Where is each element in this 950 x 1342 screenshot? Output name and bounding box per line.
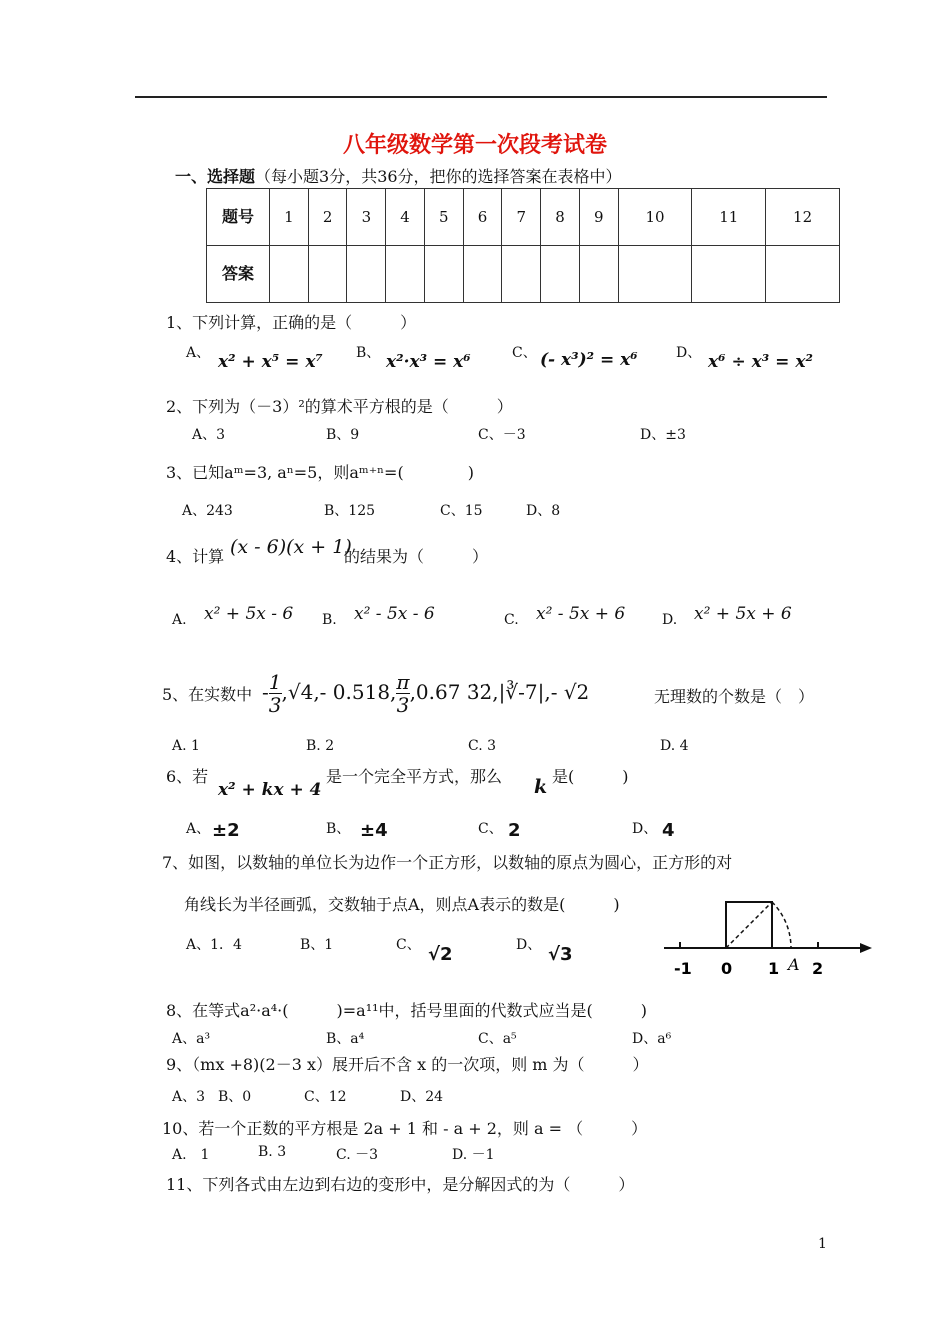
question-11-stem: 11、下列各式由左边到右边的变形中，是分解因式的为（ ） — [166, 1175, 635, 1194]
q7-option-d: √3 — [548, 944, 573, 965]
q9-option-d: D、24 — [400, 1089, 444, 1105]
q8-option-a: A、a³ — [172, 1031, 211, 1047]
q6-option-c: 2 — [508, 820, 521, 841]
answer-cell[interactable] — [270, 246, 309, 303]
question-1-stem: 1、下列计算，正确的是（ ） — [166, 313, 417, 332]
q4-option-b: x² - 5x - 6 — [354, 604, 435, 624]
answer-cell[interactable] — [386, 246, 425, 303]
question-9-stem: 9、（mx +8)(2－3 x）展开后不含 x 的一次项，则 m 为（ ） — [166, 1055, 649, 1074]
table-cell: 2 — [308, 189, 347, 246]
question-3-stem: 3、已知aᵐ=3, aⁿ=5，则aᵐ⁺ⁿ=( ) — [166, 463, 474, 482]
q1-option-d-label: D、 — [676, 345, 702, 361]
q3-option-d: D、8 — [526, 503, 561, 519]
q6-option-d-label: D、 — [632, 821, 658, 837]
axis-label: 2 — [812, 959, 824, 978]
question-5-prefix: 5、在实数中 — [162, 685, 253, 704]
question-number-row — [207, 189, 840, 246]
q6-option-d: 4 — [662, 820, 675, 841]
q6-k: k — [534, 776, 548, 798]
q10-option-c: C. －3 — [336, 1147, 379, 1163]
diagonal-line — [726, 902, 772, 948]
answer-cell[interactable] — [308, 246, 347, 303]
table-cell: 5 — [424, 189, 463, 246]
question-2-stem: 2、下列为（－3）²的算术平方根的是（ ） — [166, 397, 513, 416]
q9-option-a: A、3 — [172, 1089, 206, 1105]
table-cell: 8 — [541, 189, 580, 246]
table-cell: 7 — [502, 189, 541, 246]
q10-option-a: A. 1 — [172, 1147, 210, 1163]
header-rule — [135, 96, 827, 98]
answer-cell[interactable] — [347, 246, 386, 303]
page-number: 1 — [818, 1236, 827, 1252]
question-8-stem: 8、在等式a²·a⁴·( )=a¹¹中，括号里面的代数式应当是( ) — [166, 1001, 648, 1020]
question-5-suffix: 无理数的个数是（ ） — [654, 687, 815, 706]
q2-option-d: D、±3 — [640, 427, 686, 443]
q4-option-b-label: B. — [322, 612, 337, 628]
answer-table — [206, 188, 840, 303]
q6-option-b-label: B、 — [326, 821, 351, 837]
q8-option-c: C、a⁵ — [478, 1031, 517, 1047]
answer-cell[interactable] — [463, 246, 502, 303]
q5-repeating-decimal: ,0.67 3̇2̇, — [409, 680, 499, 704]
row-header-answer: 答案 — [207, 246, 270, 303]
question-6-suffix: 是( ) — [552, 767, 629, 786]
q5-fraction-pi-third: $\frac{\pi}{3}$ — [396, 670, 410, 717]
q4-option-c: x² - 5x + 6 — [536, 604, 626, 624]
q1-option-b: x²·x³ = x⁶ — [386, 352, 471, 372]
table-cell: 3 — [347, 189, 386, 246]
q7-option-c: √2 — [428, 944, 453, 965]
question-4-prefix: 4、计算 — [166, 547, 225, 566]
q4-expression: (x - 6)(x + 1) — [230, 536, 352, 558]
answer-cell[interactable] — [579, 246, 618, 303]
q4-option-d: x² + 5x + 6 — [694, 604, 792, 624]
question-6-prefix: 6、若 — [166, 767, 209, 786]
q1-option-c: (- x³)² = x⁶ — [540, 350, 638, 370]
q8-option-d: D、a⁶ — [632, 1031, 672, 1047]
q5-terms-1: ,√4,- 0.518, — [281, 680, 397, 704]
q10-option-b: B. 3 — [258, 1144, 287, 1160]
table-cell: 1 — [270, 189, 309, 246]
section-heading — [175, 164, 622, 187]
q5-fraction-one-third: $\frac{1}{3}$ — [268, 670, 282, 717]
answer-cell[interactable] — [424, 246, 463, 303]
table-cell: 12 — [766, 189, 840, 246]
q2-option-a: A、3 — [192, 427, 226, 443]
q5-option-d: D. 4 — [660, 738, 689, 754]
row-header-number: 题号 — [207, 189, 270, 246]
table-cell: 10 — [618, 189, 692, 246]
q5-minus: - — [262, 680, 269, 704]
q9-option-c: C、12 — [304, 1089, 347, 1105]
q4-option-a: x² + 5x - 6 — [204, 604, 294, 624]
answer-cell[interactable] — [692, 246, 766, 303]
q5-option-b: B. 2 — [306, 738, 335, 754]
axis-label: 1 — [768, 959, 780, 978]
q3-option-c: C、15 — [440, 503, 483, 519]
q6-option-a-label: A、 — [186, 821, 211, 837]
question-6-middle: 是一个完全平方式，那么 — [326, 767, 503, 786]
q8-option-b: B、a⁴ — [326, 1031, 365, 1047]
table-cell: 6 — [463, 189, 502, 246]
q1-option-c-label: C、 — [512, 345, 537, 361]
answer-row — [207, 246, 840, 303]
q5-cube-root-abs: |∛-7| — [498, 680, 545, 704]
q5-number-list — [262, 668, 589, 716]
q4-option-d-label: D. — [662, 612, 678, 628]
q7-option-a: A、1．4 — [186, 937, 242, 953]
q1-option-d: x⁶ ÷ x³ = x² — [708, 352, 813, 372]
q6-expression: x² + kx + 4 — [218, 780, 322, 800]
q3-option-b: B、125 — [324, 503, 376, 519]
q5-option-c: C. 3 — [468, 738, 497, 754]
q7-option-b: B、1 — [300, 937, 334, 953]
q4-option-c-label: C. — [504, 612, 519, 628]
q3-option-a: A、243 — [182, 503, 233, 519]
q6-option-a: ±2 — [212, 820, 240, 841]
question-7-line-1: 7、如图，以数轴的单位长为边作一个正方形，以数轴的原点为圆心，正方形的对 — [162, 853, 733, 872]
table-cell: 11 — [692, 189, 766, 246]
number-line-figure — [660, 896, 874, 984]
radius-arc — [772, 902, 791, 948]
axis-label: -1 — [674, 959, 692, 978]
q4-option-a-label: A. — [172, 612, 187, 628]
axis-label-a: A — [788, 955, 800, 974]
q9-option-b: B、0 — [218, 1089, 252, 1105]
q1-option-a-label: A、 — [186, 345, 211, 361]
table-cell: 9 — [579, 189, 618, 246]
q1-option-a: x² + x⁵ = x⁷ — [218, 352, 323, 372]
q1-option-b-label: B、 — [356, 345, 381, 361]
answer-cell[interactable] — [766, 246, 840, 303]
question-4-suffix: 的结果为（ ） — [344, 547, 489, 566]
answer-cell[interactable] — [502, 246, 541, 303]
section-note: （每小题3分，共36分，把你的选择答案在表格中） — [255, 167, 622, 186]
q7-option-c-label: C、 — [396, 937, 421, 953]
table-cell: 4 — [386, 189, 425, 246]
section-label: 一、选择题 — [175, 167, 256, 186]
answer-cell[interactable] — [541, 246, 580, 303]
q10-option-d: D. －1 — [452, 1147, 495, 1163]
axis-label: 0 — [721, 959, 733, 978]
answer-cell[interactable] — [618, 246, 692, 303]
axis-arrow-icon — [860, 943, 872, 953]
q2-option-b: B、9 — [326, 427, 360, 443]
q5-option-a: A. 1 — [172, 738, 200, 754]
q2-option-c: C、－3 — [478, 427, 526, 443]
page-title: 八年级数学第一次段考试卷 — [342, 133, 607, 158]
q6-option-c-label: C、 — [478, 821, 503, 837]
q5-neg-root-two: ,- √2 — [544, 680, 590, 704]
question-7-line-2: 角线长为半径画弧，交数轴于点A，则点A表示的数是( ) — [184, 895, 620, 914]
q6-option-b: ±4 — [360, 820, 388, 841]
question-10-stem: 10、若一个正数的平方根是 2a + 1 和 - a + 2，则 a = （ ） — [162, 1119, 648, 1138]
q7-option-d-label: D、 — [516, 937, 542, 953]
